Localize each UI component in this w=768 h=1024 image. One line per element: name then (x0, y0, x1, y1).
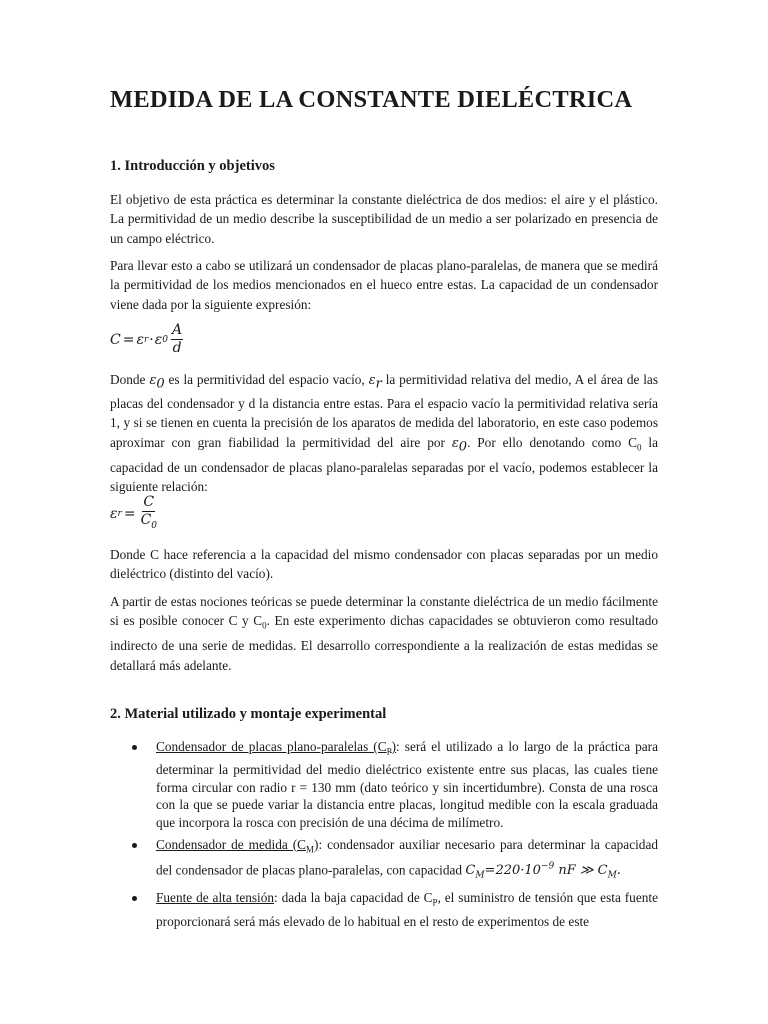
capacitance-ratio-fraction: $\frac{C}{C_0}$ (140, 494, 158, 531)
section-1-paragraph-3: Donde $\varepsilon_0$ es la permitividad del espacio vacío, $\varepsilon_r$ la permitividad relativa del medio, A el área de las placas del condensador y d la distancia entre estas. Para el espacio vacío la permitividad relativa sería 1, y si se tienen en cuenta la precisión de los aparatos de medida del laboratorio, en este caso podemos aproximar con gran fiabilidad la permitividad del aire por $\varepsilon_0$. Por ello denotando como $C_0$ la capacidad de un condensador de placas plano-paralelas separadas por el vacío, podemos establecer la siguiente relación: (110, 372, 659, 494)
section-1-paragraph-4: Donde C hace referencia a la capacidad del mismo condensador con placas separadas por un medio dieléctrico (distinto del vacío). (110, 547, 658, 582)
section-1-paragraph-2: Para llevar esto a cabo se utilizará un condensador de placas plano-paralelas, de manera que se medirá la permitividad de los medios mencionados en el hueco entre estas. La capacidad de un condensador viene dada por la siguiente expresión: (110, 258, 658, 312)
section-2-heading: 2. Material utilizado y montaje experimental (110, 706, 387, 722)
section-1-paragraph-5: A partir de estas nociones teóricas se puede determinar la constante dieléctrica de un medio fácilmente si es posible conocer C y $C_0$. En este experimento dichas capacidades se obtuvieron como resultado indirecto de una serie de medidas. El desarrollo correspondiente a la realización de estas medidas se detallará más adelante. (110, 594, 658, 673)
capacitance-formula: C = ε r · ε 0 $\frac{A}{d}$ (110, 322, 183, 356)
document-title: MEDIDA DE LA CONSTANTE DIELÉCTRICA (110, 86, 633, 113)
area-distance-fraction: $\frac{A}{d}$ (171, 322, 183, 356)
bullet-icon (132, 843, 137, 848)
section-1-heading: 1. Introducción y objetivos (110, 158, 275, 174)
list-item-high-voltage-source: Fuente de alta tensión: dada la baja capacidad de $C_P$, el suministro de tensión que esta fuente proporcionará será más elevado de lo habitual en el resto de experimentos de este (110, 889, 658, 930)
bullet-icon (132, 896, 137, 901)
bullet-icon (132, 745, 137, 750)
list-item-measuring-capacitor: Condensador de medida $(C_M)$: condensador auxiliar necesario para determinar la capacidad del condensador de placas plano-paralelas, con capacidad $C_M=220\cdot 10^{-9}$ nF ≫ $C_M$. (110, 836, 658, 886)
list-item-parallel-plate-capacitor: Condensador de placas plano-paralelas $(C_P)$: será el utilizado a lo largo de la práctica para determinar la permitividad del medio dieléctrico existente entre sus placas, las cuales tiene forma circular con radio r = 130 mm (dato teórico y sin incertidumbre). Consta de una rosca con la que se puede variar la distancia entre placas, longitud medible con la escala graduada que incorpora la rosca con precisión de una décima de milímetro. (110, 738, 658, 832)
relative-permittivity-formula: ε r = $\frac{C}{C_0}$ (110, 494, 157, 535)
section-1-paragraph-1: El objetivo de esta práctica es determinar la constante dieléctrica de dos medios: el aire y el plástico. La permitividad de un medio describe la susceptibilidad de un medio a ser polarizado en presencia de un campo eléctrico. (110, 192, 658, 246)
material-list (110, 738, 658, 934)
